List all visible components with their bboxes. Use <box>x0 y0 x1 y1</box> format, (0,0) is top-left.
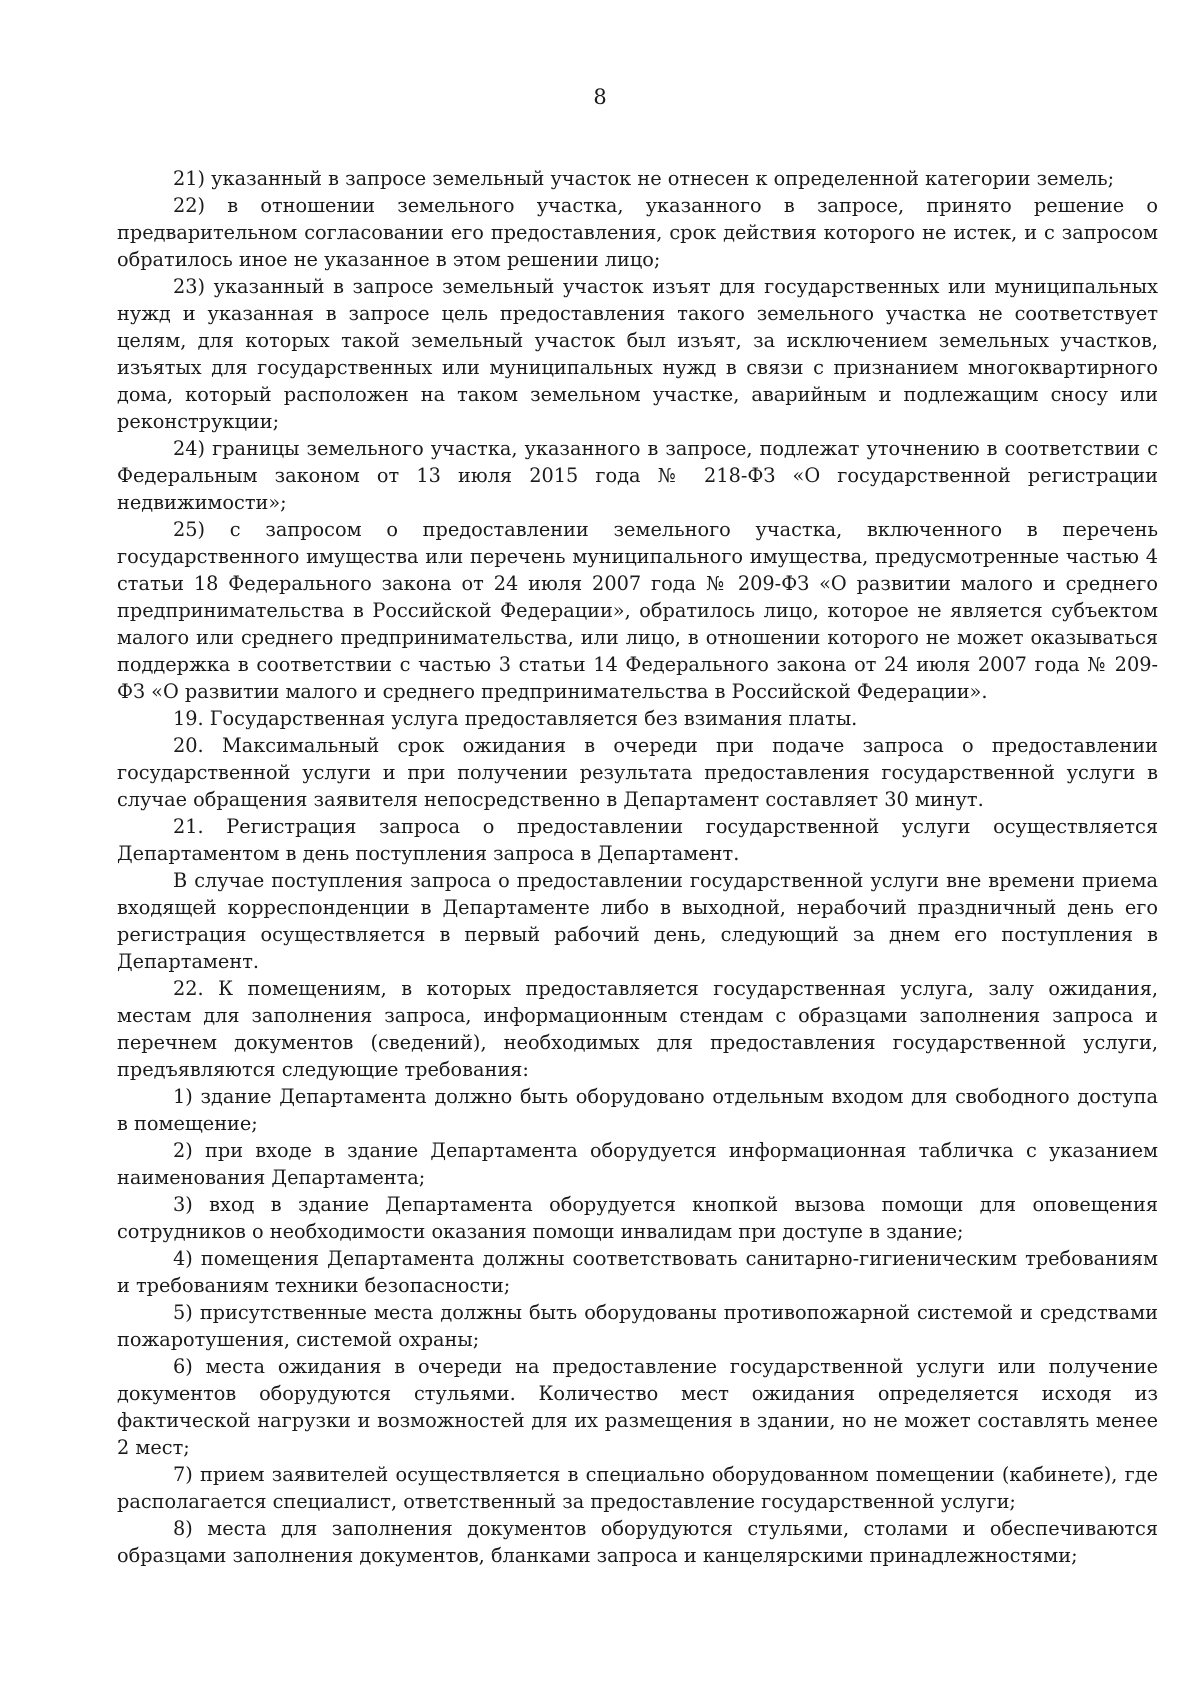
paragraph-item-24: 24) границы земельного участка, указанного в запросе, подлежат уточнению в соответствии с Федеральным законом от 13 июля 2015 года № 218-ФЗ «О государственной регистрации недвижимости»; <box>117 437 1158 514</box>
paragraph-requirement-1: 1) здание Департамента должно быть оборудовано отдельным входом для свободного доступа в помещение; <box>117 1085 1158 1135</box>
paragraph-requirement-2: 2) при входе в здание Департамента оборудуется информационная табличка с указанием наименования Департамента; <box>117 1139 1158 1189</box>
paragraph-requirement-4: 4) помещения Департамента должны соответствовать санитарно-гигиеническим требованиям и требованиям техники безопасности; <box>117 1247 1158 1297</box>
paragraph-requirement-7: 7) прием заявителей осуществляется в специально оборудованном помещении (кабинете), где располагается специалист, ответственный за предоставление государственной услуги; <box>117 1463 1158 1513</box>
paragraph-item-21: 21) указанный в запросе земельный участок не отнесен к определенной категории земель; <box>173 167 1115 190</box>
paragraph-item-25: 25) с запросом о предоставлении земельного участка, включенного в перечень государственного имущества или перечень муниципального имущества, предусмотренные частью 4 статьи 18 Федерального закона от 24 июля 2007 года № 209-ФЗ «О развитии малого и среднего предпринимательства в Российской Федерации», обратилось лицо, которое не является субъектом малого или среднего предпринимательства, или лицо, в отношении которого не может оказываться поддержка в соответствии с частью 3 статьи 14 Федерального закона от 24 июля 2007 года № 209-ФЗ «О развитии малого и среднего предпринимательства в Российской Федерации». <box>117 518 1158 703</box>
paragraph-clause-22: 22. К помещениям, в которых предоставляется государственная услуга, залу ожидания, местам для заполнения запроса, информационным стендам с образцами заполнения запроса и перечнем документов (сведений), необходимых для предоставления государственной услуги, предъявляются следующие требования: <box>117 977 1158 1081</box>
paragraph-requirement-8: 8) места для заполнения документов оборудуются стульями, столами и обеспечиваются образцами заполнения документов, бланками запроса и канцелярскими принадлежностями; <box>117 1517 1158 1567</box>
paragraph-item-23: 23) указанный в запросе земельный участок изъят для государственных или муниципальных нужд и указанная в запросе цель предоставления такого земельного участка не соответствует целям, для которых такой земельный участок был изъят, за исключением земельных участков, изъятых для государственных или муниципальных нужд в связи с признанием многоквартирного дома, который расположен на таком земельном участке, аварийным и подлежащим сносу или реконструкции; <box>117 275 1158 433</box>
document-body <box>117 165 1158 1569</box>
paragraph-clause-21: 21. Регистрация запроса о предоставлении государственной услуги осуществляется Департаментом в день поступления запроса в Департамент. <box>117 815 1158 865</box>
paragraph-clause-19: 19. Государственная услуга предоставляется без взимания платы. <box>173 707 858 730</box>
paragraph-requirement-3: 3) вход в здание Департамента оборудуется кнопкой вызова помощи для оповещения сотрудников о необходимости оказания помощи инвалидам при доступе в здание; <box>117 1193 1158 1243</box>
paragraph-clause-20: 20. Максимальный срок ожидания в очереди при подаче запроса о предоставлении государственной услуги и при получении результата предоставления государственной услуги в случае обращения заявителя непосредственно в Департамент составляет 30 минут. <box>117 734 1158 811</box>
paragraph-requirement-5: 5) присутственные места должны быть оборудованы противопожарной системой и средствами пожаротушения, системой охраны; <box>117 1301 1158 1351</box>
paragraph-item-22: 22) в отношении земельного участка, указанного в запросе, принято решение о предварительном согласовании его предоставления, срок действия которого не истек, и с запросом обратилось иное не указанное в этом решении лицо; <box>117 194 1158 271</box>
page-number: 8 <box>593 85 607 109</box>
paragraph-requirement-6: 6) места ожидания в очереди на предоставление государственной услуги или получение документов оборудуются стульями. Количество мест ожидания определяется исходя из фактической нагрузки и возможностей для их размещения в здании, но не может составлять менее 2 мест; <box>117 1355 1158 1459</box>
paragraph-clause-21-continued: В случае поступления запроса о предоставлении государственной услуги вне времени приема входящей корреспонденции в Департаменте либо в выходной, нерабочий праздничный день его регистрация осуществляется в первый рабочий день, следующий за днем его поступления в Департамент. <box>117 869 1158 973</box>
